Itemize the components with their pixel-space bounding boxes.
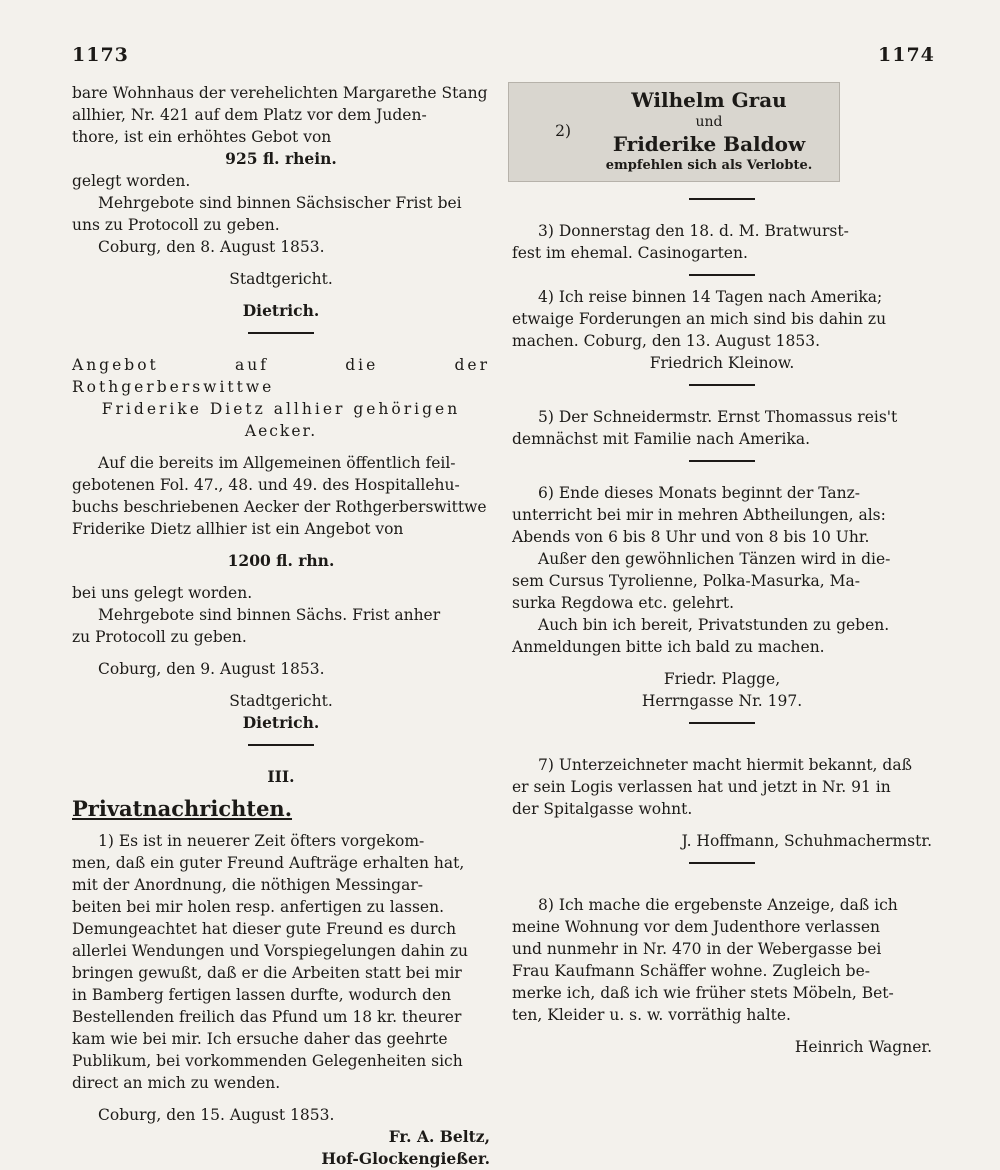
text-line: er sein Logis verlassen hat und jetzt in Nr. 91 in xyxy=(512,778,891,796)
divider xyxy=(512,374,932,396)
text-line: allhier, Nr. 421 auf dem Platz vor dem Juden- xyxy=(72,106,427,124)
bid-amount: 1200 fl. rhn. xyxy=(227,551,335,570)
divider xyxy=(512,264,932,286)
text-line: 4) Ich reise binnen 14 Tagen nach Amerika; xyxy=(538,288,883,306)
text-line: in Bamberg fertigen lassen durfte, wodurch den xyxy=(72,986,452,1004)
date-line: Coburg, den 9. August 1853. xyxy=(98,660,325,678)
text-line: fest im ehemal. Casinogarten. xyxy=(512,244,748,262)
court-name: Stadtgericht. xyxy=(229,692,333,710)
text-line: kam wie bei mir. Ich ersuche daher das geehrte xyxy=(72,1030,448,1048)
text-line: Demungeachtet hat dieser gute Freund es durch xyxy=(72,920,457,938)
text-line: etwaige Forderungen an mich sind bis dahin zu xyxy=(512,310,887,328)
notice-title: Angebot auf die der Rothgerberswittwe xyxy=(72,356,490,396)
signature: J. Hoffmann, Schuhmachermstr. xyxy=(681,832,932,850)
right-column xyxy=(512,82,932,1058)
text-line: der Spitalgasse wohnt. xyxy=(512,800,693,818)
text-line: allerlei Wendungen und Vorspiegelungen dahin zu xyxy=(72,942,468,960)
divider xyxy=(512,450,932,472)
bid-amount: 925 fl. rhein. xyxy=(225,149,337,168)
text-line: bringen gewußt, daß er die Arbeiten statt bei mir xyxy=(72,964,462,982)
text-line: 7) Unterzeichneter macht hiermit bekannt, daß xyxy=(538,756,912,774)
text-line: Bestellenden freilich das Pfund um 18 kr. theurer xyxy=(72,1008,462,1026)
left-column xyxy=(72,82,490,1170)
text-line: zu Protocoll zu geben. xyxy=(72,628,247,646)
text-line: Anmeldungen bitte ich bald zu machen. xyxy=(512,638,825,656)
text-line: mit der Anordnung, die nöthigen Messingar- xyxy=(72,876,423,894)
divider xyxy=(512,712,932,734)
text-line: Friderike Dietz allhier ist ein Angebot von xyxy=(72,520,404,538)
signature-address: Herrngasse Nr. 197. xyxy=(641,692,803,710)
section-number: III. xyxy=(267,767,295,786)
text-line: 1) Es ist in neuerer Zeit öfters vorgekom- xyxy=(98,832,425,850)
text-line: 5) Der Schneidermstr. Ernst Thomassus reis't xyxy=(538,408,898,426)
text-line: thore, ist ein erhöhtes Gebot von xyxy=(72,128,332,146)
text-line: bei uns gelegt worden. xyxy=(72,584,253,602)
text-line: unterricht bei mir in mehren Abtheilungen, als: xyxy=(512,506,886,524)
signature: Dietrich. xyxy=(242,713,320,732)
date-line: Coburg, den 15. August 1853. xyxy=(98,1106,335,1124)
text-line: demnächst mit Familie nach Amerika. xyxy=(512,430,811,448)
text-line: Publikum, bei vorkommenden Gelegenheiten sich xyxy=(72,1052,463,1070)
text-line: men, daß ein guter Freund Aufträge erhalten hat, xyxy=(72,854,465,872)
signature: Friedrich Kleinow. xyxy=(649,354,795,372)
text-line: ten, Kleider u. s. w. vorräthig halte. xyxy=(512,1006,791,1024)
page-number-left: 1173 xyxy=(72,44,129,66)
court-name: Stadtgericht. xyxy=(229,270,333,288)
text-line: surka Regdowa etc. gelehrt. xyxy=(512,594,735,612)
notice-title: Friderike Dietz allhier gehörigen xyxy=(101,400,461,418)
text-line: Auch bin ich bereit, Privatstunden zu geben. xyxy=(538,616,890,634)
text-line: gelegt worden. xyxy=(72,172,191,190)
ad-subtitle: empfehlen sich als Verlobte. xyxy=(605,158,813,173)
date-line: Coburg, den 8. August 1853. xyxy=(98,238,325,256)
signature: Heinrich Wagner. xyxy=(794,1038,932,1056)
text-line: buchs beschriebenen Aecker der Rothgerberswittwe xyxy=(72,498,487,516)
ad-conjunction: und xyxy=(695,114,723,130)
text-line: Auf die bereits im Allgemeinen öffentlich feil- xyxy=(98,454,456,472)
ad-name: Wilhelm Grau xyxy=(631,88,787,112)
text-line: 6) Ende dieses Monats beginnt der Tanz- xyxy=(538,484,861,502)
text-line: und nunmehr in Nr. 470 in der Webergasse bei xyxy=(512,940,882,958)
text-line: Abends von 6 bis 8 Uhr und von 8 bis 10 Uhr. xyxy=(512,528,870,546)
text-line: Frau Kaufmann Schäffer wohne. Zugleich be- xyxy=(512,962,871,980)
text-line: sem Cursus Tyrolienne, Polka-Masurka, Ma- xyxy=(512,572,860,590)
text-line: Außer den gewöhnlichen Tänzen wird in die- xyxy=(538,550,891,568)
text-line: direct an mich zu wenden. xyxy=(72,1074,281,1092)
divider xyxy=(512,188,932,210)
text-line: beiten bei mir holen resp. anfertigen zu lassen. xyxy=(72,898,444,916)
divider xyxy=(512,852,932,874)
engagement-ad xyxy=(508,82,840,182)
page-number-right: 1174 xyxy=(878,44,935,66)
divider xyxy=(72,322,490,344)
notice-title: Aecker. xyxy=(244,422,318,440)
text-line: gebotenen Fol. 47., 48. und 49. des Hospitallehu- xyxy=(72,476,460,494)
text-line: 8) Ich mache die ergebenste Anzeige, daß ich xyxy=(538,896,898,914)
signature: Fr. A. Beltz, xyxy=(388,1127,490,1146)
signature: Dietrich. xyxy=(242,301,320,320)
text-line: machen. Coburg, den 13. August 1853. xyxy=(512,332,821,350)
text-line: Mehrgebote sind binnen Sächs. Frist anher xyxy=(98,606,441,624)
text-line: 3) Donnerstag den 18. d. M. Bratwurst- xyxy=(538,222,849,240)
ad-name: Friderike Baldow xyxy=(612,132,806,156)
text-line: bare Wohnhaus der verehelichten Margarethe Stang xyxy=(72,84,488,102)
signature: Friedr. Plagge, xyxy=(663,670,781,688)
text-line: uns zu Protocoll zu geben. xyxy=(72,216,280,234)
text-line: merke ich, daß ich wie früher stets Möbeln, Bet- xyxy=(512,984,894,1002)
section-title: Privatnachrichten. xyxy=(72,796,293,821)
signature-title: Hof-Glockengießer. xyxy=(321,1149,490,1168)
text-line: Mehrgebote sind binnen Sächsischer Frist bei xyxy=(98,194,462,212)
text-line: meine Wohnung vor dem Judenthore verlassen xyxy=(512,918,880,936)
notice-number: 2) xyxy=(555,122,571,140)
divider xyxy=(72,734,490,756)
